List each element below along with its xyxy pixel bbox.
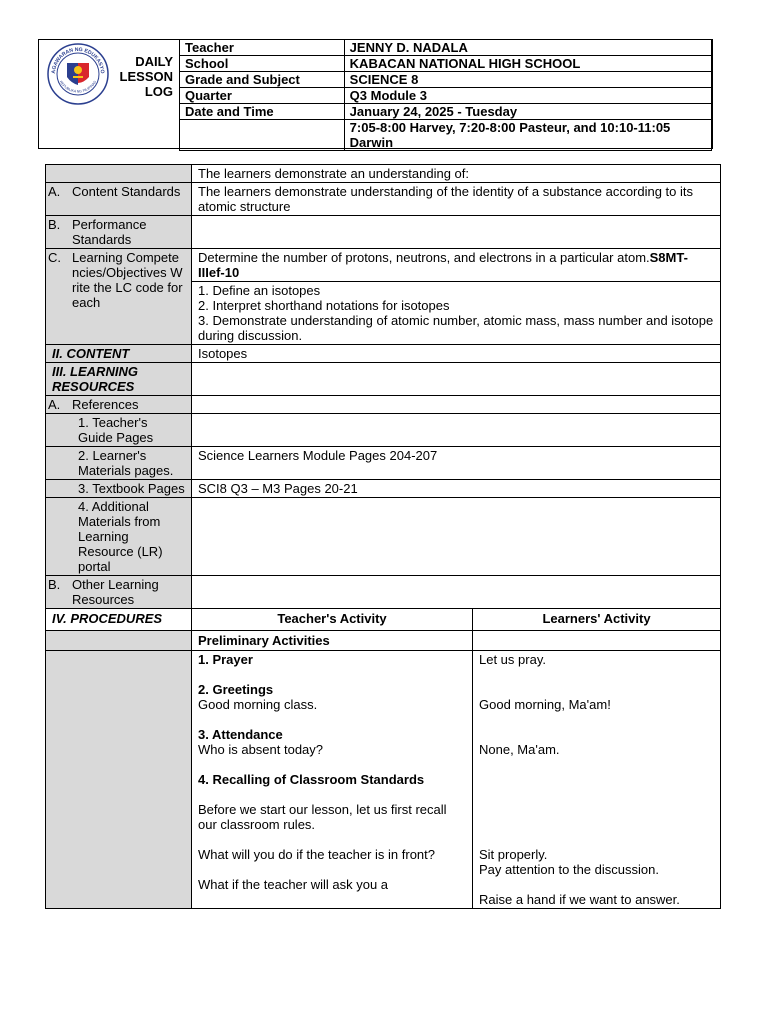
- teachers-guide-value: [192, 414, 721, 447]
- content-standards-value: The learners demonstrate understanding of the identity of a substance according to its atomic structure: [192, 183, 721, 216]
- spacer: [198, 667, 466, 682]
- spacer: [479, 817, 714, 832]
- header-row: [180, 104, 712, 120]
- header-info-table: [179, 39, 712, 151]
- item-label: Performance Standards: [72, 217, 147, 247]
- objectives-intro-row: [46, 165, 721, 183]
- objective-item: 1. Define an isotopes: [198, 283, 321, 298]
- other-resources-row: [46, 576, 721, 609]
- competency-text: Determine the number of protons, neutrons, and electrons in a particular atom.: [198, 250, 650, 265]
- procedures-header-row: [46, 609, 721, 631]
- answer-1a-text: Sit properly.: [479, 847, 548, 862]
- blank-label-cell: [46, 651, 192, 909]
- content-row: [46, 345, 721, 363]
- learners-materials-row: [46, 447, 721, 480]
- item-label: Learning Competencies/Objectives Write the LC code for each: [72, 250, 183, 310]
- svg-text:KAGAWARAN NG EDUKASYON: AGAWARAN NG EDUKASYO: [50, 46, 106, 74]
- document-title: [111, 54, 173, 99]
- item-letter: B.: [48, 217, 61, 232]
- prayer-title: 1. Prayer: [198, 652, 253, 667]
- item-letter: C.: [48, 250, 61, 265]
- header-row: [180, 120, 712, 151]
- textbook-value: SCI8 Q3 – M3 Pages 20-21: [192, 480, 721, 498]
- item-label: Content Standards: [72, 184, 181, 199]
- question-2-text: What if the teacher will ask you a: [198, 877, 389, 892]
- logo-area: [39, 40, 179, 148]
- learner-activity-cell: [473, 651, 721, 909]
- svg-text:REPUBLIKA NG PILIPINAS: REPUBLIKA NG PILIPINAS: [58, 80, 98, 94]
- objectives-list: [192, 282, 721, 345]
- spacer: [198, 862, 466, 877]
- attendance-learner-text: None, Ma'am.: [479, 742, 560, 757]
- spacer: [479, 727, 714, 742]
- spacer: [479, 832, 714, 847]
- header-row: [180, 56, 712, 72]
- learners-materials-label: 2. Learner's Materials pages.: [46, 447, 192, 480]
- header-row: [180, 72, 712, 88]
- other-resources-label: [46, 576, 192, 609]
- textbook-label: 3. Textbook Pages: [46, 480, 192, 498]
- references-row: [46, 396, 721, 414]
- content-standards-row: [46, 183, 721, 216]
- teachers-guide-label: 1. Teacher's Guide Pages: [46, 414, 192, 447]
- competencies-row: [46, 249, 721, 282]
- header-label: Teacher: [180, 40, 345, 56]
- teacher-activity-cell: [192, 651, 473, 909]
- content-standards-label: [46, 183, 192, 216]
- greetings-teacher-text: Good morning class.: [198, 697, 318, 712]
- competencies-label: [46, 249, 192, 345]
- header-label: Grade and Subject: [180, 72, 345, 88]
- teachers-guide-row: [46, 414, 721, 447]
- header-label: Quarter: [180, 88, 345, 104]
- header-value: January 24, 2025 - Tuesday: [344, 104, 711, 120]
- content-value: Isotopes: [192, 345, 721, 363]
- header-value: SCIENCE 8: [344, 72, 711, 88]
- additional-materials-value: [192, 498, 721, 576]
- procedures-content-row: [46, 651, 721, 909]
- item-letter: A.: [48, 184, 61, 199]
- prayer-learner-text: Let us pray.: [479, 652, 546, 667]
- item-letter: B.: [48, 577, 61, 592]
- performance-standards-label: [46, 216, 192, 249]
- spacer: [479, 712, 714, 727]
- competency-code: S8MT-IIIef-10: [198, 250, 688, 280]
- spacer: [198, 787, 466, 802]
- textbook-row: [46, 480, 721, 498]
- blank-learner-cell: [473, 631, 721, 651]
- references-label: [46, 396, 192, 414]
- teacher-activity-header: Teacher's Activity: [192, 609, 473, 631]
- spacer: [479, 877, 714, 892]
- spacer: [198, 712, 466, 727]
- objectives-intro: The learners demonstrate an understanding of:: [192, 165, 721, 183]
- spacer: [479, 802, 714, 817]
- resources-row: [46, 363, 721, 396]
- attendance-teacher-text: Who is absent today?: [198, 742, 324, 757]
- performance-standards-value: [192, 216, 721, 249]
- question-1-text: What will you do if the teacher is in front?: [198, 847, 436, 862]
- blank-label-cell: [46, 631, 192, 651]
- content-section-label: II. CONTENT: [46, 345, 192, 363]
- references-value: [192, 396, 721, 414]
- spacer: [479, 787, 714, 802]
- standards-title: 4. Recalling of Classroom Standards: [198, 772, 425, 787]
- header-value: KABACAN NATIONAL HIGH SCHOOL: [344, 56, 711, 72]
- header-value: JENNY D. NADALA: [344, 40, 711, 56]
- additional-materials-label: 4. Additional Materials from Learning Resource (LR) portal: [46, 498, 192, 576]
- competencies-value: [192, 249, 721, 282]
- standards-intro-text: Before we start our lesson, let us first recall our classroom rules.: [198, 802, 447, 832]
- header-value: Q3 Module 3: [344, 88, 711, 104]
- spacer: [479, 757, 714, 772]
- blank-label-cell: [46, 165, 192, 183]
- preliminary-row: [46, 631, 721, 651]
- header-value: 7:05-8:00 Harvey, 7:20-8:00 Pasteur, and 10:10-11:05 Darwin: [344, 120, 711, 151]
- header-label: School: [180, 56, 345, 72]
- spacer: [479, 682, 714, 697]
- header-row: [180, 88, 712, 104]
- resources-value: [192, 363, 721, 396]
- item-letter: A.: [48, 397, 61, 412]
- header-label: [180, 120, 345, 151]
- preliminary-activities-title: Preliminary Activities: [192, 631, 473, 651]
- spacer: [479, 772, 714, 787]
- resources-section-label: III. LEARNING RESOURCES: [46, 363, 192, 396]
- learners-materials-value: Science Learners Module Pages 204-207: [192, 447, 721, 480]
- header-label: Date and Time: [180, 104, 345, 120]
- deped-seal-logo: [47, 43, 109, 105]
- dll-header: [38, 39, 713, 149]
- item-label: Other Learning Resources: [72, 577, 159, 607]
- objective-item: 2. Interpret shorthand notations for isotopes: [198, 298, 450, 313]
- title-daily: DAILY: [135, 54, 173, 69]
- objective-item: 3. Demonstrate understanding of atomic number, atomic mass, mass number and isotope during discussion.: [198, 313, 714, 343]
- greetings-title: 2. Greetings: [198, 682, 274, 697]
- additional-materials-row: [46, 498, 721, 576]
- answer-2-text: Raise a hand if we want to answer.: [479, 892, 680, 907]
- title-log: LOG: [144, 84, 173, 99]
- lesson-log-body: [45, 164, 720, 909]
- answer-1b-text: Pay attention to the discussion.: [479, 862, 659, 877]
- procedures-section-label: IV. PROCEDURES: [46, 609, 192, 631]
- learner-activity-header: Learners' Activity: [473, 609, 721, 631]
- header-row: [180, 40, 712, 56]
- performance-standards-row: [46, 216, 721, 249]
- other-resources-value: [192, 576, 721, 609]
- greetings-learner-text: Good morning, Ma'am!: [479, 697, 611, 712]
- spacer: [479, 667, 714, 682]
- title-lesson: LESSON: [119, 69, 173, 84]
- item-label: References: [72, 397, 139, 412]
- spacer: [198, 757, 466, 772]
- spacer: [198, 832, 466, 847]
- lesson-table: [45, 164, 721, 909]
- attendance-title: 3. Attendance: [198, 727, 283, 742]
